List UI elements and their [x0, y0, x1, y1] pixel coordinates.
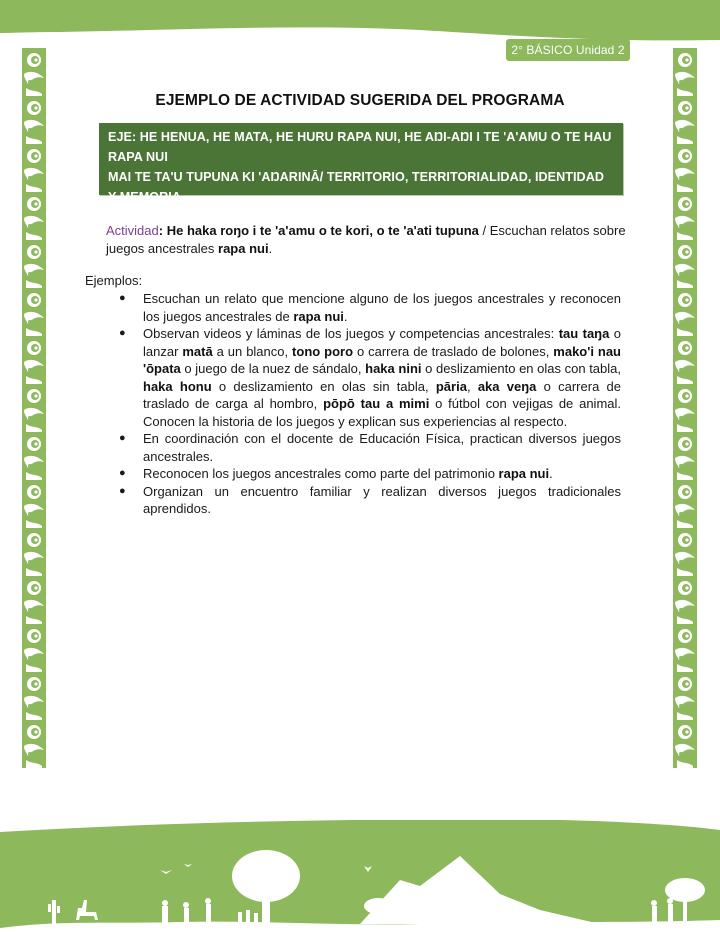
example-rapanui-term: aka veŋa [477, 378, 537, 394]
bullet-icon: ● [119, 327, 126, 339]
example-item [0, 290, 621, 325]
eje-line-3: HISTÓRICA. [108, 210, 182, 224]
example-rapanui-term: pāria [435, 378, 467, 394]
bullet-icon: ● [119, 292, 126, 304]
example-text: En coordinación con el docente de Educación Física, practican diversos juegos ancestrales. [143, 431, 621, 464]
bullet-icon: ● [119, 432, 126, 444]
example-text: o juego de la nuez de sándalo, [180, 361, 366, 376]
bullet-icon: ● [119, 484, 126, 497]
example-rapanui-term: rapa nui [293, 308, 344, 324]
eje-line-2: MAI TE TA'U TUPUNA KI 'AŊARINĀ/ TERRITORIO, TERRITORIALIDAD, IDENTIDAD Y MEMORIA [108, 170, 604, 204]
example-rapanui-term: haka nini [365, 361, 422, 376]
example-rapanui-term: tono poro [292, 343, 354, 359]
example-text: a un blanco, [212, 343, 293, 359]
example-text: , [466, 378, 478, 394]
example-text: o carrera de traslado de bolones, [353, 343, 554, 359]
activity-description-bold: rapa nui [218, 241, 269, 256]
example-text: . [549, 466, 553, 481]
activity-description: Escuchan relatos sobre juegos ancestrales [106, 223, 626, 256]
examples-heading: Ejemplos: [85, 273, 143, 288]
examples-list [0, 290, 720, 518]
example-rapanui-term: tau taŋa [558, 326, 610, 341]
activity-title-rapanui: He haka roŋo i te 'a'amu o te kori, o te 'a'ati tupuna [166, 223, 479, 238]
example-rapanui-term: rapa nui [498, 466, 550, 481]
example-text: o deslizamiento en olas con tabla, [421, 361, 621, 376]
example-rapanui-term: haka honu [143, 378, 212, 394]
example-text: o fútbol con vejigas de animal. Conocen la historia de los juegos y explican sus experiencias al respecto. [143, 396, 622, 429]
example-text: . [343, 308, 348, 324]
example-item [0, 483, 621, 518]
activity-statement [106, 222, 626, 258]
example-item [0, 430, 621, 465]
example-text: o carrera de traslado de carga al hombro, [143, 378, 622, 411]
example-text: o deslizamiento en olas sin tabla, [211, 378, 436, 394]
activity-colon: : [158, 223, 164, 238]
activity-separator: / [478, 223, 490, 238]
example-rapanui-term: mako'i nau 'ōpata [143, 343, 621, 376]
example-text: Escuchan un relato que mencione alguno de los juegos ancestrales y reconocen los juegos ancestrales de [143, 291, 621, 324]
grade-unit-badge: 2° BÁSICO Unidad 2 [506, 39, 630, 61]
example-item [0, 325, 621, 430]
example-item [0, 465, 621, 483]
activity-description-end: . [268, 241, 273, 256]
page-title: EJEMPLO DE ACTIVIDAD SUGERIDA DEL PROGRAMA [155, 92, 565, 109]
activity-label: Actividad [106, 223, 159, 238]
example-text: Reconocen los juegos ancestrales como parte del patrimonio [143, 466, 499, 481]
example-rapanui-term: matā [182, 343, 213, 359]
example-text: Organizan un encuentro familiar y realizan diversos juegos tradicionales aprendidos. [143, 483, 621, 516]
eje-banner [99, 123, 623, 224]
example-text: o lanzar [143, 326, 621, 359]
example-rapanui-term: pōpō tau a mimi [323, 396, 430, 411]
eje-line-1: EJE: HE HENUA, HE MATA, HE HURU RAPA NUI, HE AŊI-AŊI I TE 'A'AMU O TE HAU RAPA NUI [108, 130, 612, 164]
example-text: Observan videos y láminas de los juegos y competencias ancestrales: [143, 326, 559, 341]
footer-landscape-illustration [0, 820, 720, 932]
bullet-icon: ● [119, 467, 126, 479]
